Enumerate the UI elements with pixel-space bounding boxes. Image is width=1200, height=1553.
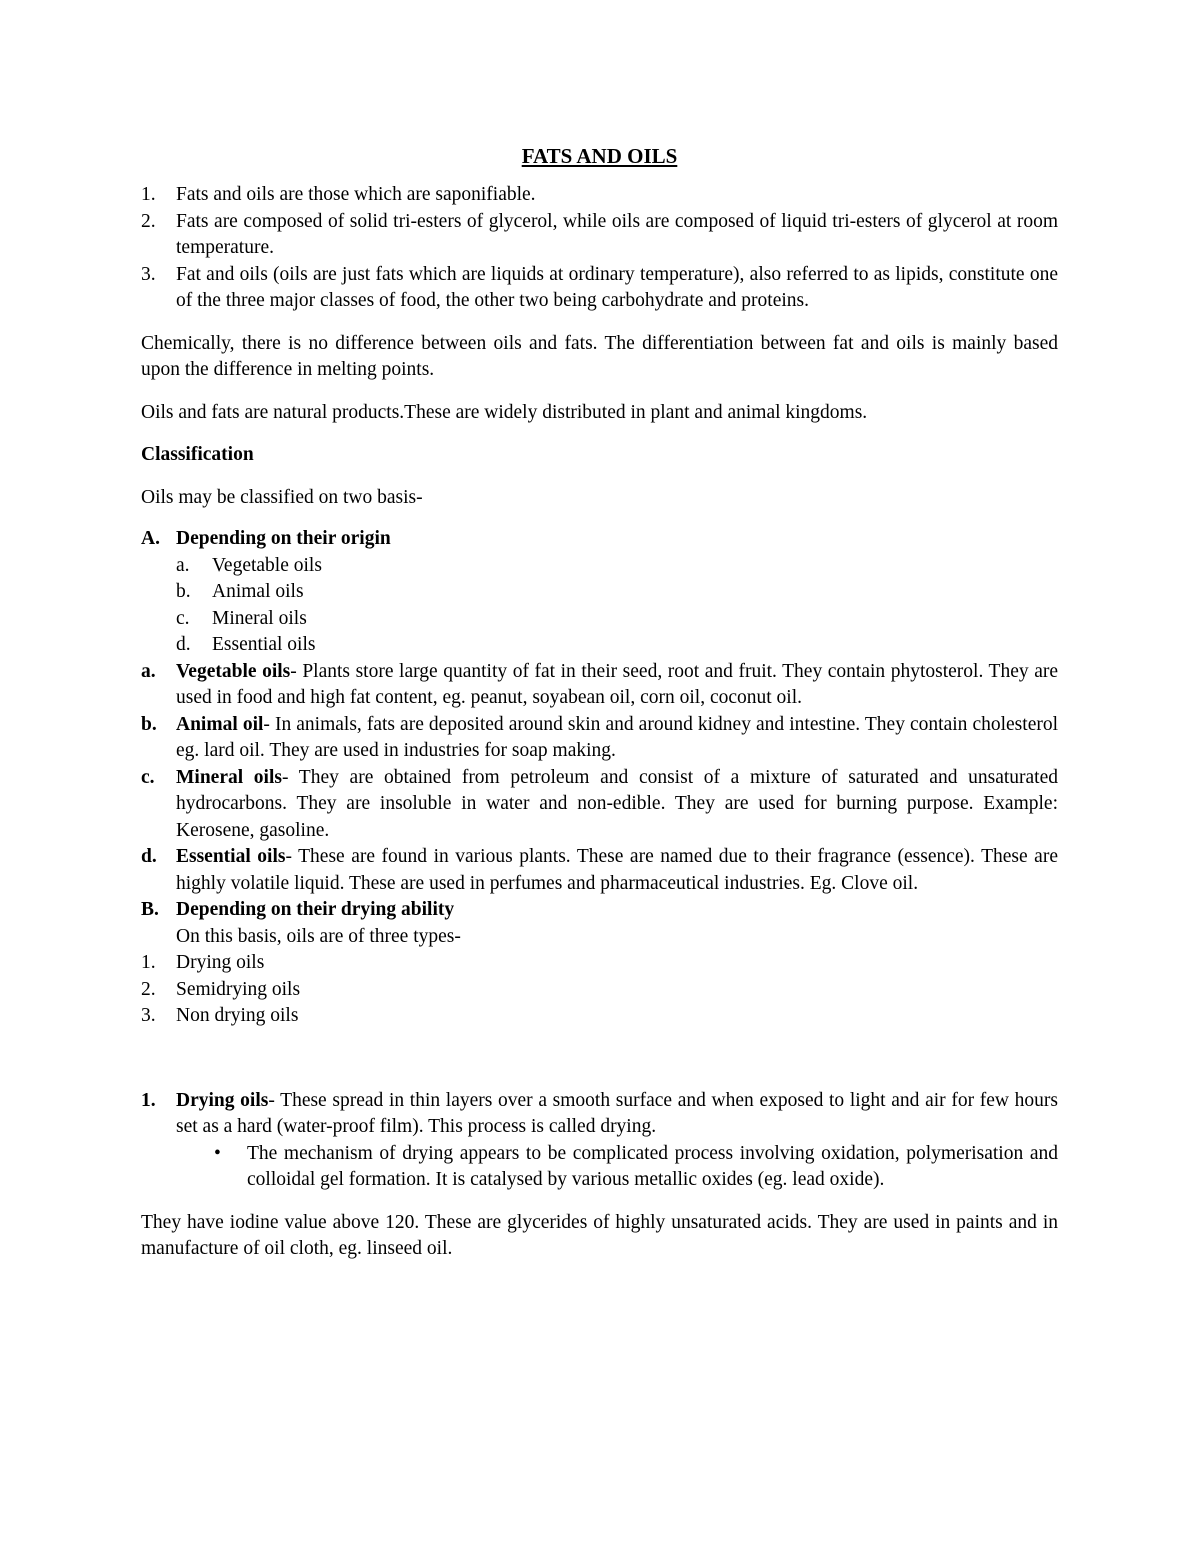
detail-item-animal (141, 712, 1058, 765)
detail-marker: b. (141, 713, 157, 735)
list-item (141, 632, 1058, 659)
bullet-item (141, 1141, 1058, 1194)
detail-marker: a. (141, 660, 156, 682)
list-letter: b. (176, 581, 191, 602)
document-body (141, 143, 1058, 1263)
paragraph-chemically: Chemically, there is no difference between oils and fats. The differentiation between fat and oils is mainly based upon the difference in melting points. (141, 332, 1058, 380)
section-b-heading (141, 897, 1058, 924)
detail-term: Mineral oils (176, 766, 282, 788)
detail-marker: c. (141, 766, 155, 788)
bullet-icon: • (214, 1142, 221, 1164)
list-item-text: Vegetable oils (212, 554, 322, 576)
list-item-text: Drying oils (176, 952, 265, 973)
list-item-text: Fat and oils (oils are just fats which are liquids at ordinary temperature), also referred to as lipids, constitute one of the three major classes of food, the other two being carbohydrate and proteins. (176, 263, 1058, 311)
section-heading-text: Depending on their origin (176, 528, 391, 549)
list-item-text: Mineral oils (212, 607, 307, 629)
section-heading-text: Depending on their drying ability (176, 899, 455, 920)
list-number: 1. (141, 952, 156, 973)
detail-term: Vegetable oils (176, 660, 291, 682)
list-number: 3. (141, 263, 156, 285)
list-item (141, 262, 1058, 315)
detail-text: - They are obtained from petroleum and consist of a mixture of saturated and unsaturated hydrocarbons. They are insoluble in water and non-edible. They are used for burning purpose. Example: Kerosene, gasoline. (176, 766, 1058, 841)
bullet-text: The mechanism of drying appears to be complicated process involving oxidation, polymerisation and colloidal gel formation. It is catalysed by various metallic oxides (eg. lead oxide). (247, 1142, 1058, 1190)
intro-list (141, 182, 1058, 315)
list-item (141, 182, 1058, 209)
list-item (141, 1003, 1058, 1030)
detail-term: Animal oil (176, 713, 264, 735)
paragraph-iodine-value: They have iodine value above 120. These are glycerides of highly unsaturated acids. They are used in paints and in manufacture of oil cloth, eg. linseed oil. (141, 1211, 1058, 1259)
list-number: 1. (141, 184, 156, 205)
list-item-text: Essential oils (212, 634, 316, 655)
detail-term: Essential oils (176, 846, 286, 867)
classification-intro: Oils may be classified on two basis- (141, 486, 423, 508)
list-item-text: Fats are composed of solid tri-esters of glycerol, while oils are composed of liquid tri-esters of glycerol at room temperature. (176, 210, 1058, 258)
list-item-text: Non drying oils (176, 1005, 299, 1026)
list-item-text: Fats and oils are those which are saponifiable. (176, 184, 536, 205)
detail-item-drying-oils (141, 1088, 1058, 1141)
list-number: 2. (141, 210, 156, 232)
section-heading-classification: Classification (141, 444, 254, 465)
list-item (141, 579, 1058, 606)
detail-marker: 1. (141, 1089, 156, 1111)
list-item-text: Animal oils (212, 581, 304, 602)
section-marker: A. (141, 528, 160, 549)
detail-item-vegetable (141, 659, 1058, 712)
detail-item-mineral (141, 765, 1058, 845)
detail-term: Drying oils (176, 1089, 269, 1111)
detail-marker: d. (141, 846, 157, 867)
detail-text: - These are found in various plants. These are named due to their fragrance (essence). These are highly volatile liquid. These are used in perfumes and pharmaceutical industries. Eg. Clove oil. (176, 846, 1058, 894)
list-letter: a. (176, 554, 190, 576)
detail-text: - In animals, fats are deposited around skin and around kidney and intestine. They contain cholesterol eg. lard oil. They are used in industries for soap making. (176, 713, 1059, 761)
paragraph-natural-products: Oils and fats are natural products.These are widely distributed in plant and animal kingdoms. (141, 401, 868, 423)
list-item (141, 977, 1058, 1004)
list-letter: c. (176, 607, 190, 629)
section-a-heading (141, 526, 1058, 553)
list-number: 2. (141, 978, 156, 1000)
list-number: 3. (141, 1005, 156, 1026)
page-title: FATS AND OILS (521, 144, 678, 168)
list-item (141, 950, 1058, 977)
detail-item-essential (141, 844, 1058, 897)
list-item (141, 553, 1058, 580)
detail-text: - Plants store large quantity of fat in their seed, root and fruit. They contain phytosterol. They are used in food and high fat content, eg. peanut, soyabean oil, corn oil, coconut oil. (176, 660, 1058, 708)
section-b-intro: On this basis, oils are of three types- (176, 925, 461, 947)
list-item-text: Semidrying oils (176, 978, 301, 1000)
list-letter: d. (176, 634, 191, 655)
section-marker: B. (141, 899, 159, 920)
list-item (141, 209, 1058, 262)
list-item (141, 606, 1058, 633)
detail-text: - These spread in thin layers over a smooth surface and when exposed to light and air for few hours set as a hard (water-proof film). This process is called drying. (176, 1089, 1058, 1137)
